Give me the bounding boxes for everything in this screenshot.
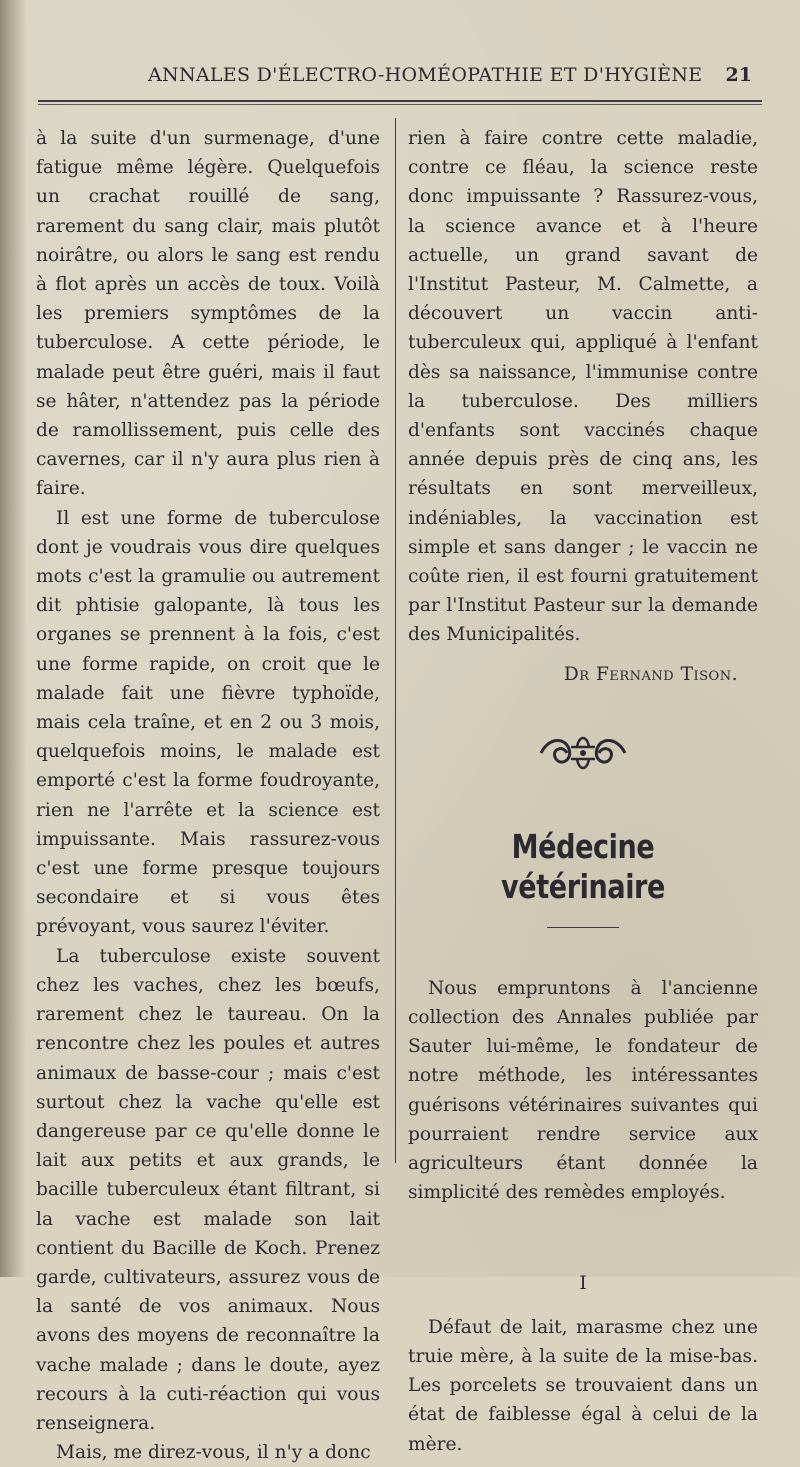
section-title: Médecine vétérinaire [501, 826, 665, 906]
right-column [408, 124, 758, 1459]
right-paragraph-3: Défaut de lait, marasme chez une truie mère, à la suite de la mise-bas. Les porcelets se trouvaient dans un état de faiblesse égal à celui de la mère. [408, 1316, 758, 1455]
section-number: I [579, 1273, 587, 1295]
column-divider [395, 118, 396, 1163]
running-title: ANNALES D'ÉLECTRO-HOMÉOPATHIE ET D'HYGIÈNE [148, 64, 703, 86]
left-paragraph-4: Mais, me direz-vous, il n'y a donc [56, 1442, 371, 1464]
page-number: 21 [725, 64, 752, 86]
right-paragraph-1: rien à faire contre cette maladie, contre ce fléau, la science reste donc impuissante ? Rassurez-vous, la science avance et à l'heure actuelle, un grand savant de l'Institut Pasteur, M. Calmette, a découvert un vaccin anti-tuberculeux qui, appliqué à l'enfant dès sa naissance, l'immunise contre la tuberculose. Des milliers d'enfants sont vaccinés chaque année depuis près de cinq ans, les résultats en sont merveilleux, indéniables, la vaccination est simple et sans danger ; le vaccin ne coûte rien, il est fourni gratuitement par l'Institut Pasteur sur la demande des Municipalités. [408, 128, 758, 646]
author-signature: Dr Fernand Tison. [563, 663, 738, 685]
header-rule [38, 100, 762, 102]
left-paragraph-1: à la suite d'un surmenage, d'une fatigue même légère. Quelquefois un crachat rouillé de sang, rarement du sang clair, mais plutôt noirâtre, ou alors le sang est rendu à flot après un accès de toux. Voilà les premiers symptômes de la tuberculose. A cette période, le malade peut être guéri, mais il faut se hâter, n'attendez pas la période de ramollissement, puis celle des cavernes, car il n'y aura plus rien à faire. [36, 128, 380, 500]
left-column [36, 124, 380, 1467]
running-header [60, 64, 760, 90]
left-paragraph-2: Il est une forme de tuberculose dont je voudrais vous dire quelques mots c'est la gramulie ou autrement dit phtisie galopante, là tous les organes se prennent à la fois, c'est une forme rapide, on croit que le malade fait une fièvre typhoïde, mais cela traîne, et en 2 ou 3 mois, quelquefois moins, le malade est emporté c'est la forme foudroyante, rien ne l'arrête et la science est impuissante. Mais rassurez-vous c'est une forme presque toujours secondaire et si vous êtes prévoyant, vous saurez l'éviter. [36, 507, 380, 938]
fleuron-ornament-icon [535, 727, 631, 779]
binding-gutter [0, 0, 26, 1277]
header-rule-thin [38, 104, 762, 105]
left-paragraph-3: La tuberculose existe souvent chez les vaches, chez les bœufs, rarement chez le taureau. On la rencontre chez les poules et autres animaux de basse-cour ; mais c'est surtout chez la vache qu'elle est dangereuse par ce qu'elle donne le lait aux petits et aux grands, le bacille tuberculeux étant filtrant, si la vache est malade son lait contient du Bacille de Koch. Prenez garde, cultivateurs, assurez vous de la santé de vos animaux. Nous avons des moyens de reconnaître la vache malade ; dans le doute, ayez recours à la cuti-réaction qui vous renseignera. [36, 945, 380, 1434]
right-paragraph-2: Nous empruntons à l'ancienne collection des Annales publiée par Sauter lui-même, le fondateur de notre méthode, les intéressantes guérisons vétérinaires suivantes qui pourraient rendre service aux agriculteurs étant donnée la simplicité des remèdes employés. [408, 977, 758, 1204]
